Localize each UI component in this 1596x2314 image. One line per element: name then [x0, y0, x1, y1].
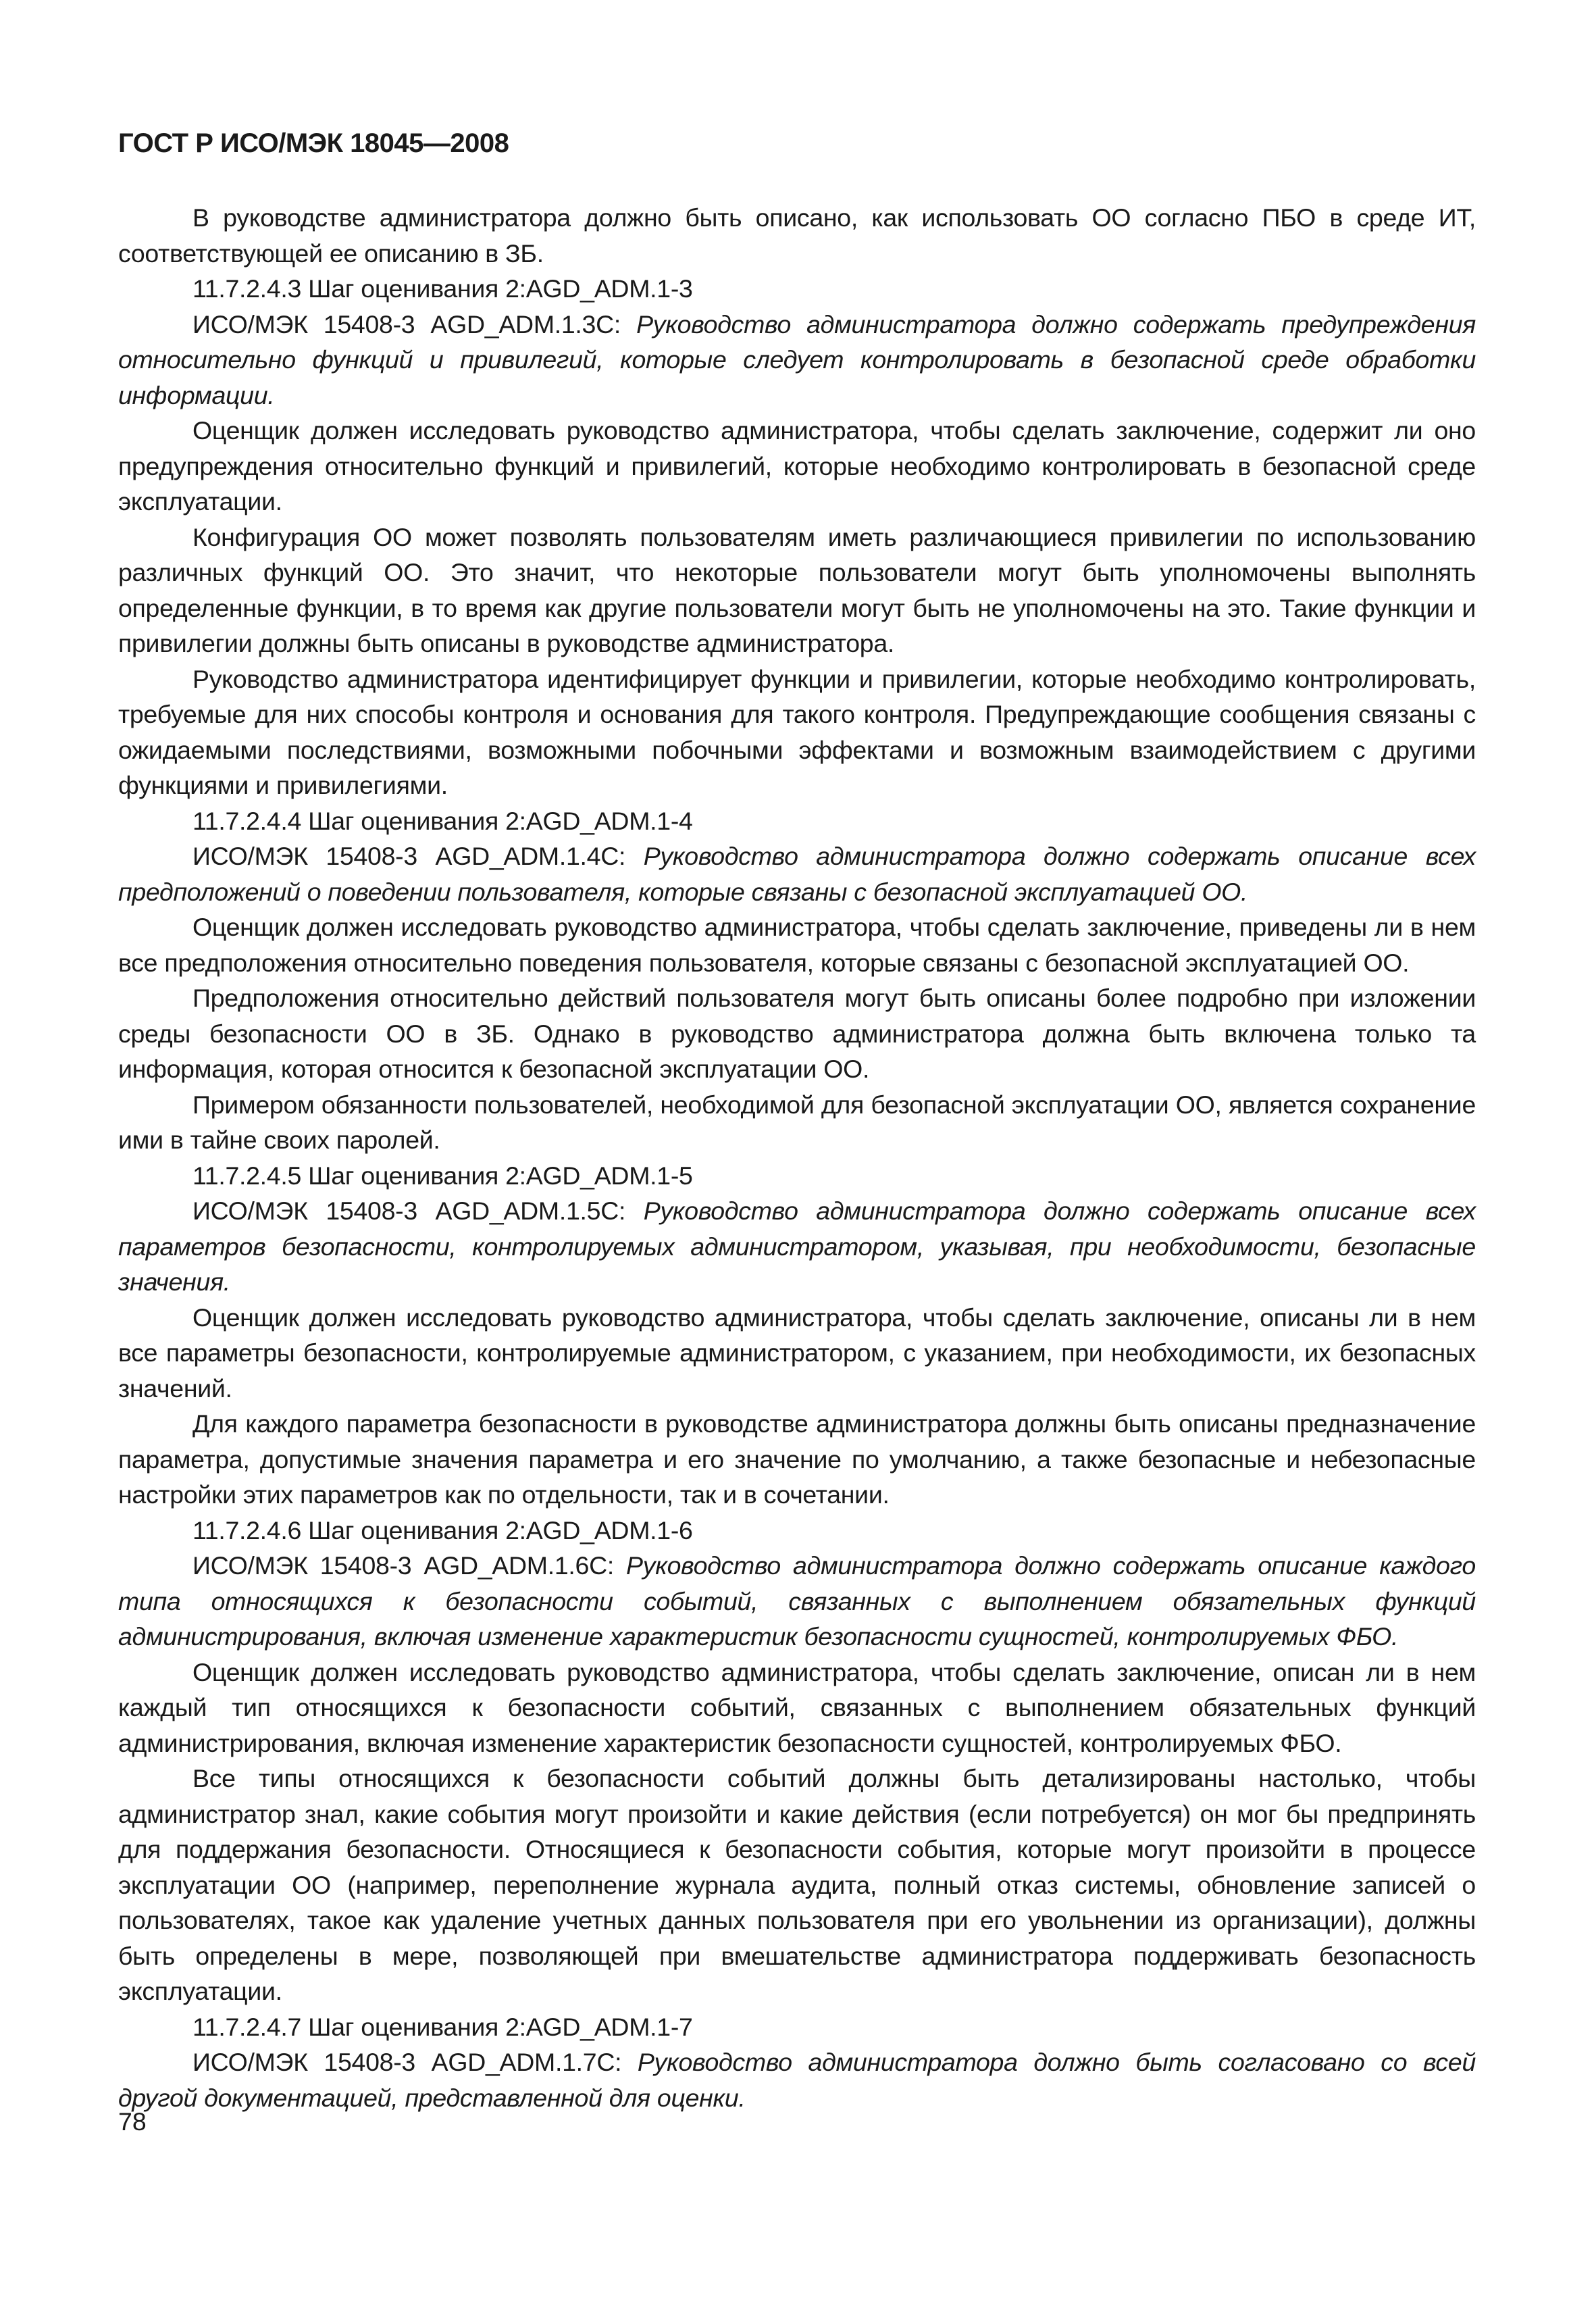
paragraph: Конфигурация ОО может позволять пользователям иметь различающиеся привилегии по использованию различных функций ОО. Это значит, что некоторые пользователи могут быть уполномочены выполнять определенные функции, в то время как другие пользователи могут быть не уполномочены на это. Такие функции и привилегии должны быть описаны в руководстве администратора. — [118, 522, 1476, 657]
document-body — [118, 200, 1476, 2115]
document-header: ГОСТ Р ИСО/МЭК 18045—2008 — [118, 128, 509, 158]
paragraph: Все типы относящихся к безопасности событий должны быть детализированы настолько, чтобы администратор знал, какие события могут произойти и какие действия (если потребуется) он мог бы предпринять для поддержания безопасности. Относящиеся к безопасности события, которые могут произойти в процессе эксплуатации ОО (например, переполнение журнала аудита, полный отказ системы, обновление записей о пользователях, такое как удаление учетных данных пользователя при его увольнении из организации), должны быть определены в мере, позволяющей при вмешательстве администратора поддерживать безопасность эксплуатации. — [118, 1764, 1476, 2005]
requirement-reference: ИСО/МЭК 15408-3 AGD_ADM.1.4C: — [192, 842, 644, 870]
paragraph: Примером обязанности пользователей, необходимой для безопасной эксплуатации ОО, является сохранение ими в тайне своих паролей. — [118, 1090, 1476, 1154]
requirement-paragraph — [118, 838, 1476, 909]
evaluation-step-heading: 11.7.2.4.6 Шаг оценивания 2:AGD_ADM.1-6 — [192, 1515, 693, 1544]
paragraph: Оценщик должен исследовать руководство администратора, чтобы сделать заключение, описаны ли в нем все параметры безопасности, контролируемые администратором, с указанием, при необходимости, их безопасных значений. — [118, 1303, 1476, 1403]
evaluation-step-heading: 11.7.2.4.5 Шаг оценивания 2:AGD_ADM.1-5 — [192, 1161, 693, 1190]
paragraph: Оценщик должен исследовать руководство администратора, чтобы сделать заключение, описан ли в нем каждый тип относящихся к безопасности событий, связанных с выполнением обязательных функций администрирования, включая изменение характеристик безопасности сущностей, контролируемых ФБО. — [118, 1657, 1476, 1757]
requirement-reference: ИСО/МЭК 15408-3 AGD_ADM.1.6C: — [192, 1551, 627, 1580]
paragraph: В руководстве администратора должно быть описано, как использовать ОО согласно ПБО в среде ИТ, соответствующей ее описанию в ЗБ. — [118, 203, 1476, 268]
evaluation-step-heading: 11.7.2.4.3 Шаг оценивания 2:AGD_ADM.1-3 — [192, 274, 693, 303]
requirement-reference: ИСО/МЭК 15408-3 AGD_ADM.1.5C: — [192, 1197, 644, 1225]
requirement-paragraph — [118, 1548, 1476, 1655]
requirement-text: Руководство администратора должно содержать описание всех параметров безопасности, контролируемых администратором, указывая, при необходимости, безопасные значения. — [118, 1197, 1476, 1296]
paragraph: Оценщик должен исследовать руководство администратора, чтобы сделать заключение, содержит ли оно предупреждения относительно функций и привилегий, которые необходимо контролировать в безопасной среде эксплуатации. — [118, 416, 1476, 515]
evaluation-step-heading: 11.7.2.4.4 Шаг оценивания 2:AGD_ADM.1-4 — [192, 806, 693, 835]
paragraph: Для каждого параметра безопасности в руководстве администратора должны быть описаны предназначение параметра, допустимые значения параметра и его значение по умолчанию, а также безопасные и небезопасные настройки этих параметров как по отдельности, так и в сочетании. — [118, 1409, 1476, 1509]
requirement-text: Руководство администратора должно содержать описание всех предположений о поведении пользователя, которые связаны с безопасной эксплуатацией ОО. — [118, 842, 1476, 906]
requirement-text: Руководство администратора должно содержать предупреждения относительно функций и привилегий, которые следует контролировать в безопасной среде обработки информации. — [118, 309, 1476, 409]
requirement-reference: ИСО/МЭК 15408-3 AGD_ADM.1.7C: — [192, 2048, 638, 2076]
page-number: 78 — [118, 2107, 147, 2136]
paragraph: Оценщик должен исследовать руководство администратора, чтобы сделать заключение, приведены ли в нем все предположения относительно поведения пользователя, которые связаны с безопасной эксплуатацией ОО. — [118, 913, 1476, 977]
paragraph: Руководство администратора идентифицирует функции и привилегии, которые необходимо контролировать, требуемые для них способы контроля и основания для такого контроля. Предупреждающие сообщения связаны с ожидаемыми последствиями, возможными побочными эффектами и возможным взаимодействием с другими функциями и привилегиями. — [118, 664, 1476, 799]
requirement-text: Руководство администратора должно содержать описание каждого типа относящихся к безопасности событий, связанных с выполнением обязательных функций администрирования, включая изменение характеристик безопасности сущностей, контролируемых ФБО. — [118, 1551, 1476, 1651]
requirement-reference: ИСО/МЭК 15408-3 AGD_ADM.1.3C: — [192, 309, 637, 338]
requirement-paragraph — [118, 307, 1476, 413]
paragraph: Предположения относительно действий пользователя могут быть описаны более подробно при изложении среды безопасности ОО в ЗБ. Однако в руководство администратора должна быть включена только та информация, которая относится к безопасной эксплуатации ОО. — [118, 984, 1476, 1083]
evaluation-step-heading: 11.7.2.4.7 Шаг оценивания 2:AGD_ADM.1-7 — [192, 2012, 693, 2041]
requirement-paragraph — [118, 2044, 1476, 2115]
requirement-text: Руководство администратора должно быть согласовано со всей другой документацией, представленной для оценки. — [118, 2048, 1476, 2112]
requirement-paragraph — [118, 1193, 1476, 1300]
